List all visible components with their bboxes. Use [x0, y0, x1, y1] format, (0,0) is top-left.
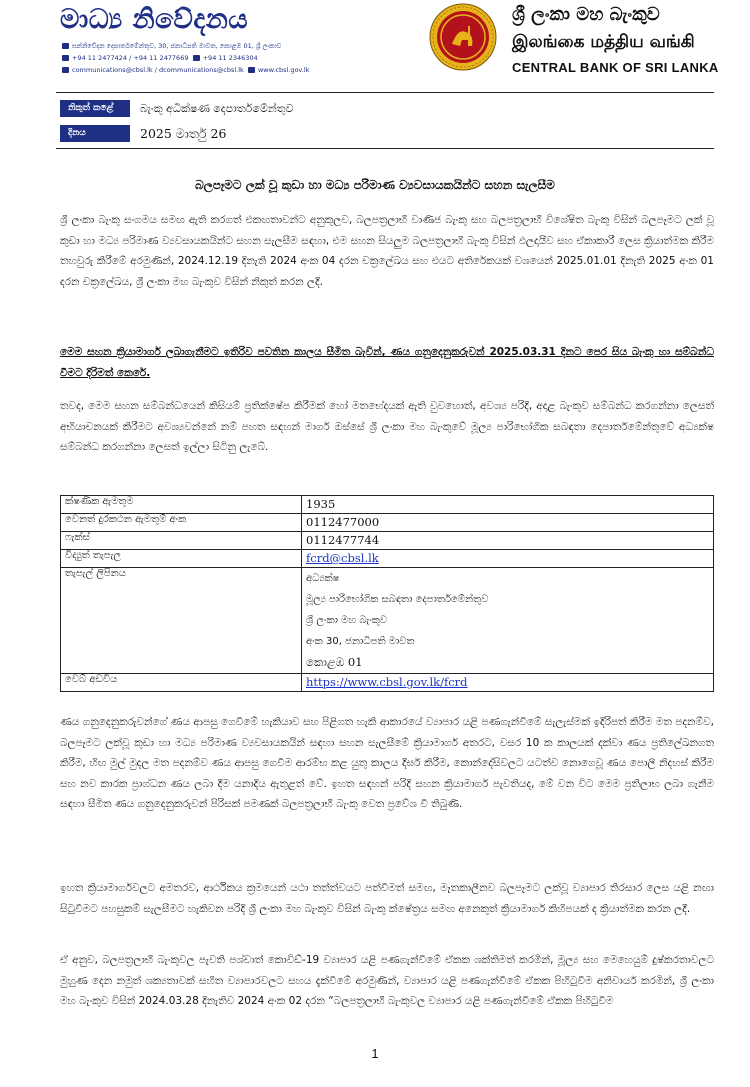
postal-line: කොළඹ 01 [306, 655, 363, 669]
hotline-label: ක්ෂණික ඇමතුම [61, 496, 302, 514]
press-release-title: මාධ්‍ය නිවේදනය [60, 4, 249, 35]
meta-divider [56, 148, 714, 149]
web-label: වෙබ් අඩවිය [61, 674, 302, 692]
phone-line: +94 11 2477424 / +94 11 2477669 +94 11 2346304 [62, 54, 258, 62]
postal-line: මූල්‍ය පාරිභෝගික සබඳතා දෙපාර්තමේන්තුව [306, 594, 489, 605]
paragraph-4: ණය ගනුදෙනුකරුවන්ගේ ණය ආපසු ගෙවීමේ හැකියාව සහ පිළිගත හැකි ආකාරයේ ව්‍යාපාර යළි පණගැන්වීමේ සැලැස්මක් ඉදිරිපත් කිරීම මත පදනම්ව, බලපෑමට ලක්වූ කුඩා හා මධ්‍ය පරිමාණ ව්‍යවසායකයින් සඳහා සහන සැලසීමේ ක්‍රියාමාර්ග අතරට, වසර 10 ක කාලයක් දක්වා ණය ප්‍රතිලේඛනගත කිරීම, හිඟ මුල් මුදල මත පදනම්ව ණය ආපසු ගෙවීම ආරම්භ කළ යුතු කාලය දීර්ඝ කිරීම, කොන්දේසිවලට යටත්ව නොගෙවූ ණය පොලී නිදහස් කිරීම සහ නව කාරක ප්‍රාග්ධන ණය ලබා දීම යනාදිය ඇතුළත් වේ. ඉහත සඳහන් පරිදි සහන ක්‍රියාමාර්ග පැවතියද, මේ වන විට මෙම ප්‍රතිලාභ ලබා ගැනීම සඳහා සීමිත ණය ගනුදෙනුකරුවන් පිරිසක් පමණක් බලපත්‍රලාභී බැංකු වෙත ප්‍රවේශ වී තිබුණි. [60, 716, 714, 810]
date-label: දිනය [60, 125, 130, 142]
fax-label: ෆැක්ස් [61, 532, 302, 550]
email-label: විද්‍යුත් තැපැල [61, 550, 302, 568]
postal-address [302, 568, 714, 674]
table-row [61, 674, 714, 692]
email-icon [62, 67, 69, 73]
table-row [61, 568, 714, 674]
fax-value: 0112477744 [302, 532, 714, 550]
cbsl-crest-logo [428, 2, 498, 72]
email-link[interactable]: communications@cbsl.lk / dcommunications@cbsl.lk [72, 66, 244, 74]
postal-label: තැපැල් ලිපිනය [61, 568, 302, 674]
bank-name-english: CENTRAL BANK OF SRI LANKA [512, 60, 719, 75]
alt-phone-label: වෙනත් දුරකථන ඇමතුම් අංක [61, 514, 302, 532]
letterhead [0, 0, 750, 92]
email-link-fcrd[interactable]: fcrd@cbsl.lk [306, 551, 379, 565]
website-link[interactable]: www.cbsl.gov.lk [257, 66, 310, 74]
paragraph-1: ශ්‍රී ලංකා බැංකු සංගමය සමඟ ඇති කරගත් එකඟතාවන්ට අනුකූලව, බලපත්‍රලාභී වාණිජ බැංකු සහ බලපත්‍රලාභී විශේෂිත බැංකු විසින් බලපෑමට ලක් වූ කුඩා හා මධ්‍ය පරිමාණ ව්‍යවසායකයින්ට සහන සැලසීම සඳහා, එම සහන සියලුම බලපත්‍රලාභී බැංකු විසින් ඵලදායීව සහ ඒකාකාරී ලෙස ක්‍රියාත්මක කිරීම තහවුරු කිරීමේ අරමුණින්, 2024.12.19 දිනැති 2024 අංක 04 දරන චක්‍රලේඛය සහ එයට අතිරේකයක් වශයෙන් 2025.01.01 දිනැති 2025 අංක 01 දරන චක්‍රලේඛය, ශ්‍රී ලංකා මහ බැංකුව විසින් නිකුත් කරන ලදී. [60, 214, 714, 288]
issued-by-label: නිකුත් කළේ [60, 100, 130, 117]
header-divider [56, 92, 714, 93]
table-row [61, 550, 714, 568]
paragraph-6: ඒ අනුව, බලපත්‍රලාභී බැංකුවල පැවති පශ්චාත් කොවිඩ්-19 ව්‍යාපාර යළි පණගැන්වීමේ ඒකක ශක්තිමත් කරමින්, මූල්‍ය සහ මෙහෙයුම් දුෂ්කරතාවලට මුහුණ දෙන නමුත් ශක්‍යතාවක් සහිත ව්‍යාපාරවලට සහය දැක්වීමේ අරමුණින්, ව්‍යාපාර යළි පණගැන්වීමේ ඒකක පිහිටුවීම අනිවාර්ය කරමින්, ශ්‍රී ලංකා මහ බැංකුව විසින් 2024.03.28 දිනැතිව 2024 අංක 02 දරන “බලපත්‍රලාභී බැංකුවල ව්‍යාපාර යළි පණගැන්වීමේ ඒකක පිහිටුවීම [60, 954, 714, 1007]
postal-line: ශ්‍රී ලංකා මහ බැංකුව [306, 615, 388, 626]
web-link-fcrd[interactable]: https://www.cbsl.gov.lk/fcrd [306, 675, 468, 689]
table-row [61, 514, 714, 532]
contact-table [60, 495, 714, 692]
alt-phone-value: 0112477000 [302, 514, 714, 532]
paragraph-5: ඉහත ක්‍රියාමාර්ගවලට අමතරව, ආර්ථිකය ක්‍රමයෙන් යථා තත්ත්වයට පත්වීමත් සමඟ, මෑතකාලීනව බලපෑමට ලක්වූ ව්‍යාපාර තිරසාර ලෙස යළි නඟා සිටුවීමට පහසුකම් සැලසීමට හැකිවන පරිදි ශ්‍රී ලංකා මහ බැංකුව විසින් බැංකු ක්ෂේත්‍රය සමඟ අනෙකුත් ක්‍රියාමාර්ග කිහිපයක් ද ක්‍රියාත්මක කරන ලදී. [60, 882, 714, 915]
bank-name-sinhala: ශ්‍රී ලංකා මහ බැංකුව [512, 4, 660, 25]
table-row [61, 532, 714, 550]
table-row [61, 496, 714, 514]
page-title: බලපෑමට ලක් වූ කුඩා හා මධ්‍ය පරිමාණ ව්‍යවසායකයින්ට සහන සැලසීම [195, 178, 555, 192]
paragraph-3: තවද, මෙම සහන සම්බන්ධයෙන් කිසියම් ප්‍රතික්ෂේප කිරීමක් හෝ මතභේදයක් ඇති වුවහොත්, අවශ්‍ය පරිදි, අදාළ බැංකුව සම්බන්ධ කරගන්නා ලෙසත් අභියාචනයක් කිරීමට අවශ්‍යවන්නේ නම් පහත සඳහන් මාර්ග ඔස්සේ ශ්‍රී ලංකා මහ බැංකුවේ මූල්‍ය පාරිභෝගික සබඳතා දෙපාර්තමේන්තුවේ අධ්‍යක්ෂ සම්බන්ධ කරගන්නා ලෙසත් ඉල්ලා සිටිනු ලැබේ. [60, 400, 714, 453]
bank-name-tamil: இலங்கை மத்திய வங்கி [512, 32, 695, 52]
email-line [62, 66, 309, 74]
paragraph-2-notice: මෙම සහන ක්‍රියාමාර්ග ලබාගැනීමට ඉතිරිව පවතින කාලය සීමිත බැවින්, ණය ගනුදෙනුකරුවන් 2025.03.31 දිනට පෙර සිය බැංකු හා සම්බන්ධ වීමට දිරිමත් කෙරේ. [60, 346, 714, 379]
address-line: සන්නිවේදන දෙපාර්තමේන්තුව, 30, ජනාධිපති මාවත, කොළඹ 01, ශ්‍රී ලංකාව [62, 42, 281, 51]
fax-icon [193, 55, 200, 61]
issued-by-value: බැංකු අධීක්ෂණ දෙපාර්තමේන්තුව [140, 102, 294, 115]
globe-icon [248, 67, 255, 73]
postal-line: අධ්‍යක්ෂ [306, 573, 340, 584]
envelope-icon [62, 43, 69, 49]
page-number: 1 [371, 1046, 379, 1061]
postal-line: අංක 30, ජනාධිපති මාවත [306, 636, 415, 647]
phone-icon [62, 55, 69, 61]
hotline-value: 1935 [302, 496, 714, 514]
date-value: 2025 මාර්තු 26 [140, 126, 227, 141]
